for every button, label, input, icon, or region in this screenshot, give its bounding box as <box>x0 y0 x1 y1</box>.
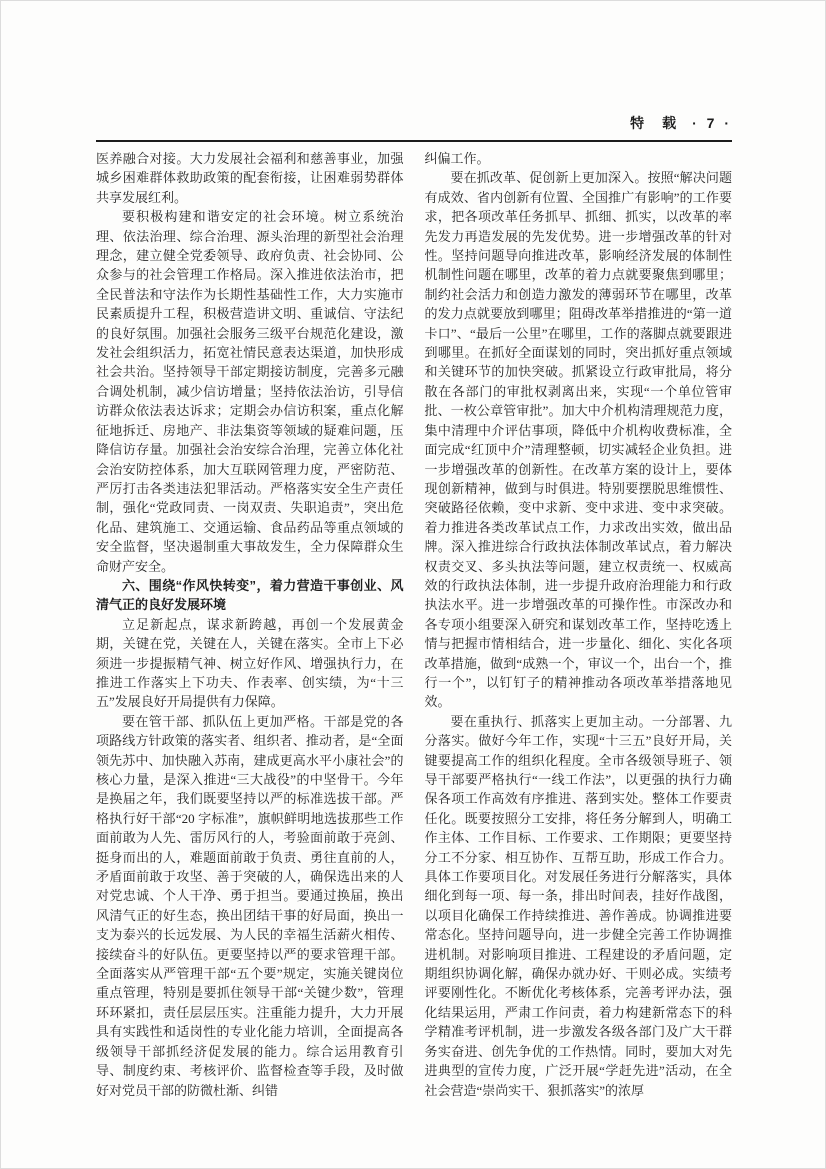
paragraph-continuation: 纠偏工作。 <box>424 151 490 166</box>
left-column <box>96 149 404 1100</box>
section-heading: 六、围绕“作风快转变”，着力营造干事创业、风清气正的良好发展环境 <box>96 577 404 613</box>
paragraph-continuation: 医养融合对接。大力发展社会福利和慈善事业，加强城乡困难群体救助政策的配套衔接，让困难弱势群体共享发展红利。 <box>96 151 404 205</box>
section-label: 特 载 <box>630 115 679 131</box>
paragraph: 要积极构建和谐安定的社会环境。树立系统治理、依法治理、综合治理、源头治理的新型社会治理理念，建立健全党委领导、政府负责、社会协同、公众参与的社会管理工作格局。深入推进依法治市，把全民普法和守法作为长期性基础性工作，大力实施市民素质提升工程，积极营造讲文明、重诚信、守法纪的良好氛围。加强社会服务三级平台规范化建设，激发社会组织活力，拓宽社情民意表达渠道，加快形成社会共治。坚持领导干部定期接访制度，完善多元融合调处机制，减少信访增量；坚持依法治访，引导信访群众依法表达诉求；定期会办信访积案，重点化解征地拆迁、房地产、非法集资等领域的疑难问题，压降信访存量。加强社会治安综合治理，完善立体化社会治安防控体系，加大互联网管理力度，严密防范、严厉打击各类违法犯罪活动。严格落实安全生产责任制，强化“党政同责、一岗双责、失职追责”，突出危化品、建筑施工、交通运输、食品药品等重点领域的安全监督，坚决遏制重大事故发生，全力保障群众生命财产安全。 <box>96 209 404 574</box>
right-column <box>425 149 733 1100</box>
page-number: · 7 · <box>692 115 732 131</box>
paragraph: 要在抓改革、促创新上更加深入。按照“解决问题有成效、省内创新有位置、全国推广有影响”的工作要求，把各项改革任务抓早、抓细、抓实，以改革的率先发力再造发展的先发优势。进一步增强改革的针对性。坚持问题导向推进改革，影响经济发展的体制性机制性问题在哪里，改革的着力点就要聚焦到哪里；制约社会活力和创造力激发的薄弱环节在哪里，改革的发力点就要放到哪里；阻碍改革举措推进的“第一道卡口”、“最后一公里”在哪里，工作的落脚点就要跟进到哪里。在抓好全面谋划的同时，突出抓好重点领域和关键环节的加快突破。抓紧设立行政审批局，将分散在各部门的审批权剥离出来，实现“一个单位管审批、一枚公章管审批”。加大中介机构清理规范力度，集中清理中介评估事项，降低中介机构收费标准，全面完成“红顶中介”清理整顿，切实减轻企业负担。进一步增强改革的创新性。在改革方案的设计上，要体现创新精神，做到与时俱进。特别要摆脱思维惯性、突破路径依赖，变中求新、变中求进、变中求突破。着力推进各类改革试点工作，力求改出实效，做出品牌。深入推进综合行政执法体制改革试点，着力解决权责交叉、多头执法等问题，建立权责统一、权威高效的行政执法体制，进一步提升政府治理能力和行政执法水平。进一步增强改革的可操作性。市深改办和各专项小组要深入研究和谋划改革工作，坚持吃透上情与把握市情相结合，进一步量化、细化、实化各项改革措施，做到“成熟一个，审议一个，出台一个，推行一个”，以钉钉子的精神推动各项改革举措落地见效。 <box>424 170 732 710</box>
paragraph: 要在管干部、抓队伍上更加严格。干部是党的各项路线方针政策的落实者、组织者、推动者，是“全面领先苏中、加快融入苏南，建成更高水平小康社会”的核心力量，是深入推进“三大战役”的中坚骨干。今年是换届之年，我们既要坚持以严的标准选拔干部。严格执行好干部“20 字标准”，旗帜鲜明地选拔那些工作面前敢为人先、雷厉风行的人，考验面前敢于亮剑、挺身而出的人，难题面前敢于负责、勇往直前的人，矛盾面前敢于攻坚、善于突破的人，确保选出来的人对党忠诚、个人干净、勇于担当。要通过换届，换出风清气正的好生态，换出团结干事的好局面，换出一支为泰兴的长远发展、为人民的幸福生活薪火相传、接续奋斗的好队伍。更要坚持以严的要求管理干部。全面落实从严管理干部“五个要”规定，实施关键岗位重点管理，特别是要抓住领导干部“关键少数”，管理环环紧扣，责任层层压实。注重能力提升，大力开展具有实践性和适岗性的专业化能力培训，全面提高各级领导干部抓经济促发展的能力。综合运用教育引导、制度约束、考核评价、监督检查等手段，及时做好对党员干部的防微杜渐、纠错 <box>96 713 404 1098</box>
page-content <box>96 113 732 1100</box>
text-columns <box>96 149 732 1100</box>
paragraph: 要在重执行、抓落实上更加主动。一分部署、九分落实。做好今年工作，实现“十三五”良好开局，关键要提高工作的组织化程度。全市各级领导班子、领导干部要严格执行“一线工作法”，以更强的执行力确保各项工作高效有序推进、落到实处。整体工作要责任化。既要按照分工安排，将任务分解到人，明确工作主体、工作目标、工作要求、工作期限；更要坚持分工不分家、相互协作、互帮互助，形成工作合力。具体工作要项目化。对发展任务进行分解落实，具体细化到每一项、每一条，排出时间表，挂好作战图，以项目化确保工作持续推进、善作善成。协调推进要常态化。坚持问题导向，进一步健全完善工作协调推进机制。对影响项目推进、工程建设的矛盾问题，定期组织协调化解，确保办就办好、干则必成。实绩考评要刚性化。不断优化考核体系，完善考评办法，强化结果运用，严肃工作问责，着力构建新常态下的科学精准考评机制，进一步激发各级各部门及广大干群务实奋进、创先争优的工作热情。同时，要加大对先进典型的宣传力度，广泛开展“学赶先进”活动，在全社会营造“崇尚实干、狠抓落实”的浓厚 <box>424 713 732 1098</box>
paragraph: 立足新起点，谋求新跨越，再创一个发展黄金期，关键在党，关键在人，关键在落实。全市上下必须进一步提振精气神、树立好作风、增强执行力，在推进工作落实上下功夫、作表率、创实绩，为“十三五”发展良好开局提供有力保障。 <box>96 616 404 710</box>
page-header <box>96 113 732 133</box>
header-rule <box>96 140 732 142</box>
